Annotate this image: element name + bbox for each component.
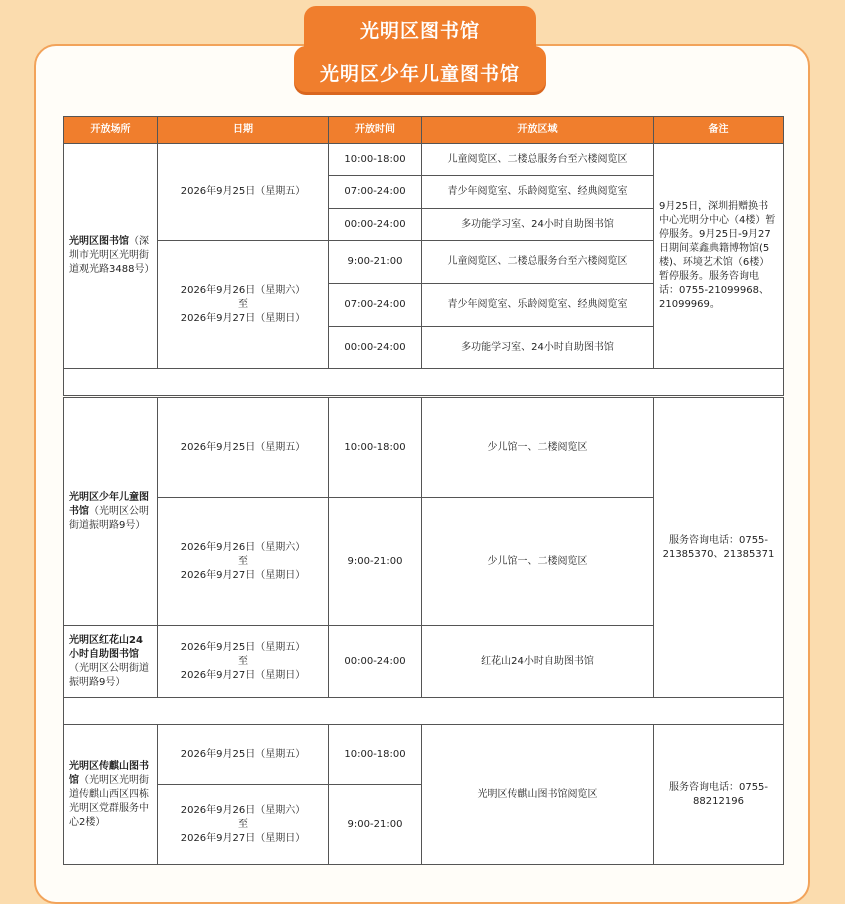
area-cell: 多功能学习室、24小时自助图书馆 [422, 327, 654, 369]
spacer-row [64, 698, 784, 725]
schedule-table-3 [63, 724, 784, 865]
date-cell: 2026年9月25日（星期五） [158, 398, 329, 498]
venue-address: （光明区光明街道传麒山西区四栋光明区党群服务中心2楼） [69, 774, 149, 828]
time-cell: 10:00-18:00 [329, 398, 422, 498]
time-cell: 07:00-24:00 [329, 176, 422, 209]
spacer-row [64, 369, 784, 396]
date-cell: 2026年9月26日（星期六） 至 2026年9月27日（星期日） [158, 785, 329, 865]
time-cell: 9:00-21:00 [329, 498, 422, 626]
time-cell: 07:00-24:00 [329, 284, 422, 327]
banner-title-2: 光明区少年儿童图书馆 [319, 63, 520, 85]
area-cell: 光明区传麒山图书馆阅览区 [422, 725, 654, 865]
venue-cell [64, 398, 158, 626]
time-cell: 9:00-21:00 [329, 785, 422, 865]
venue-name: 光明区红花山24小时自助图书馆 [69, 634, 143, 660]
header-date: 日期 [158, 117, 329, 144]
area-cell: 儿童阅览区、二楼总服务台至六楼阅览区 [422, 241, 654, 284]
area-cell: 儿童阅览区、二楼总服务台至六楼阅览区 [422, 144, 654, 176]
date-cell: 2026年9月26日（星期六） 至 2026年9月27日（星期日） [158, 498, 329, 626]
date-cell: 2026年9月25日（星期五） 至 2026年9月27日（星期日） [158, 626, 329, 698]
header-venue: 开放场所 [64, 117, 158, 144]
time-cell: 10:00-18:00 [329, 144, 422, 176]
area-cell: 少儿馆一、二楼阅览区 [422, 398, 654, 498]
header-time: 开放时间 [329, 117, 422, 144]
time-cell: 9:00-21:00 [329, 241, 422, 284]
note-cell: 9月25日，深圳捐赠换书中心光明分中心（4楼）暂停服务。9月25日-9月27日期间菜鑫典籍博物馆(5楼)、环境艺术馆（6楼）暂停服务。服务咨询电话：0755-21099968、21099969。 [654, 144, 784, 369]
time-cell: 10:00-18:00 [329, 725, 422, 785]
date-cell: 2026年9月25日（星期五） [158, 725, 329, 785]
area-cell: 少儿馆一、二楼阅览区 [422, 498, 654, 626]
venue-address: （光明区公明街道振明路9号） [69, 505, 149, 531]
schedule-table-1 [63, 116, 784, 396]
venue-cell [64, 144, 158, 369]
area-cell: 红花山24小时自助图书馆 [422, 626, 654, 698]
date-cell: 2026年9月26日（星期六） 至 2026年9月27日（星期日） [158, 241, 329, 369]
header-area: 开放区域 [422, 117, 654, 144]
venue-address: （光明区公明街道振明路9号） [69, 662, 149, 688]
time-cell: 00:00-24:00 [329, 626, 422, 698]
venue-cell [64, 626, 158, 698]
title-banner [294, 6, 546, 90]
schedule-table-2 [63, 397, 784, 725]
area-cell: 青少年阅览室、乐龄阅览室、经典阅览室 [422, 284, 654, 327]
venue-name: 光明区传麒山图书馆 [69, 760, 149, 786]
note-cell: 服务咨询电话：0755-88212196 [654, 725, 784, 865]
date-cell: 2026年9月25日（星期五） [158, 144, 329, 241]
venue-name: 光明区少年儿童图书馆 [69, 491, 149, 517]
banner-title-1: 光明区图书馆 [359, 20, 480, 42]
time-cell: 00:00-24:00 [329, 327, 422, 369]
venue-address: （深圳市光明区光明街道观光路3488号） [69, 236, 155, 275]
venue-name: 光明区图书馆 [69, 236, 129, 247]
note-cell: 服务咨询电话：0755-21385370、21385371 [654, 398, 784, 698]
area-cell: 多功能学习室、24小时自助图书馆 [422, 209, 654, 241]
time-cell: 00:00-24:00 [329, 209, 422, 241]
area-cell: 青少年阅览室、乐龄阅览室、经典阅览室 [422, 176, 654, 209]
venue-cell [64, 725, 158, 865]
header-note: 备注 [654, 117, 784, 144]
